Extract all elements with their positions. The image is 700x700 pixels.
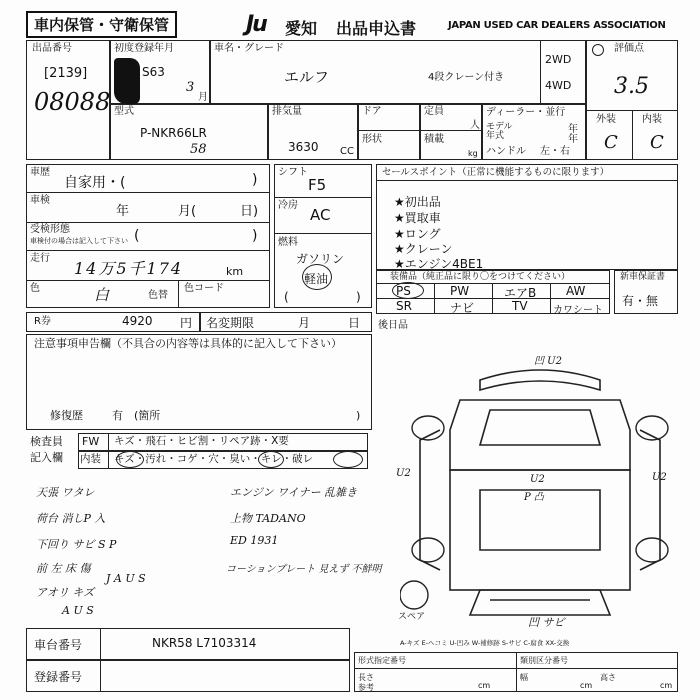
remark: A U S [62,604,94,617]
front-bumper [480,370,600,390]
color-code-label: 色コード [184,283,224,294]
usage-label: 車歴 [30,167,50,178]
diagram-note-center2: P 凸 [524,492,544,503]
length-unit: cm [478,681,491,690]
inspector-label: 検査員 [30,435,63,448]
notes-label: 注意事項申告欄（不具合の内容等は具体的に記入して下さい） [34,337,342,350]
shape-label: 形状 [362,134,382,145]
fuel-value: ガソリン [296,252,345,266]
form-title: 出品申込書 [336,19,417,38]
warranty-label: 新車保証書 [620,272,666,282]
name-change-month: 月 [298,316,311,330]
circle-icon [592,44,604,56]
mark-circle [333,451,363,468]
equip-pw: PW [450,284,470,298]
fuel-close: ) [356,290,361,304]
equip-tv: TV [512,299,528,313]
color-label: 色 [30,283,40,294]
repair-close: ) [356,409,361,422]
handle-options: 左・右 [540,146,570,157]
diagram-note-center: U2 [530,474,545,485]
usage-value: 自家用・( [64,175,126,191]
type-note: 58 [190,142,207,157]
inspection-day: 日) [240,204,259,219]
equip-ps-circle [392,282,424,299]
registration-month: 3 [186,80,195,95]
class-number-label: 類別区分番号 [520,656,568,665]
load-unit: kg [468,149,478,158]
repair-value: 有 (箇所 [112,409,161,422]
recycle-value: 4920 [122,314,153,328]
remark: 下回り サビ S P [36,538,117,551]
storage-label: 車内保管・守衛保管 [26,11,177,38]
selling-points-label: セールスポイント（正常に機能するものに限ります） [382,167,610,178]
inspection-month: 月( [178,204,197,219]
equip-airbag: エアB [504,286,537,300]
interior-tag: 内装 [80,453,101,465]
interior-label: 内装 [642,114,662,125]
windshield [480,410,600,445]
type-label: 型式 [114,106,134,117]
repair-label: 修復歴 [50,409,83,422]
remark: 天張 ワタレ [36,486,95,499]
black-smudge [114,58,140,104]
color-tone-label: 色替 [148,290,168,301]
remark: 上物 TADANO [230,512,306,525]
mark-circle [116,451,144,468]
remark: 荷台 消しP 入 [36,512,106,525]
diagram-note-top: 凹 U2 [534,356,562,367]
width-unit: cm [580,681,593,690]
mark-circle [258,451,284,468]
handle-label: ハンドル [486,146,526,157]
displacement-unit: CC [340,146,354,157]
exterior-grade: C [604,132,618,153]
capacity-label: 定員 [424,106,444,117]
remark: ED 1931 [230,534,279,547]
model-name: エルフ [284,68,330,86]
capacity-unit: 人 [470,120,480,131]
score-label: 評価点 [614,43,644,54]
equip-leather: カワシート [553,305,603,316]
inspection-year: 年 [116,204,130,219]
mileage-value: 14万5千174 [74,259,184,278]
selling-point: ★ロング [394,227,441,241]
fuel-label: 燃料 [278,237,298,248]
dealer-model-unit: 年 [568,124,578,135]
color-value: 白 [94,286,110,304]
name-change-label: 名変期限 [206,316,255,330]
remark: コーションプレート 見えず 不鮮明 [226,564,382,575]
receipt-sub: 車検付の場合は記入して下さい [30,237,128,245]
wheel-rear-left [412,538,444,562]
spare-wheel [400,581,428,609]
dealer-year-unit: 年 [568,134,578,145]
interior-items: キズ・汚れ・コゲ・穴・臭い・キレ・破レ [114,453,314,465]
right-side [640,430,660,570]
lot-number: 08088 [34,88,111,116]
inspection-label: 車検 [30,195,50,206]
selling-point: ★クレーン [394,242,453,256]
chassis-label: 車台番号 [34,638,83,652]
exterior-label: 外装 [596,114,616,125]
association-name: JAPAN USED CAR DEALERS ASSOCIATION [448,20,666,31]
remark: アオリ キズ [36,586,95,599]
import-label: ディーラー・並行 [486,107,566,118]
plate-label: 登録番号 [34,670,83,684]
note-label: 参考 [358,683,374,692]
dealer-model-label: モデル [486,122,513,132]
receipt-label: 受検形態 [30,224,70,235]
type-value: P-NKR66LR [140,126,207,140]
fuel-alt-circle [302,264,332,290]
diagram-note-right: U2 [652,472,667,483]
drive-2wd: 2WD [545,53,572,66]
shift-label: シフト [278,167,308,178]
recycle-box [26,312,200,332]
registration-label: 初度登録年月 [114,43,174,54]
rear-panel [470,590,610,615]
mileage-unit: km [226,265,244,278]
equip-aw: AW [566,284,586,298]
interior-grade: C [650,132,664,153]
month-unit: 月 [198,92,208,103]
fuel-open: ( [284,290,289,304]
load-label: 積載 [424,134,444,145]
width-label: 幅 [520,673,528,682]
height-label: 高さ [600,673,616,682]
score-value: 3.5 [614,74,649,99]
height-unit: cm [660,681,673,690]
remark: J A U S [106,572,146,585]
name-change-day: 日 [348,316,361,330]
remark: エンジン ワイナー 乱雑き [230,486,358,499]
aircon-value: AC [310,206,331,224]
aircon-label: 冷房 [278,200,298,211]
drive-4wd: 4WD [545,79,572,92]
selling-point: ★エンジン4BE1 [394,257,484,271]
warranty-options: 有・無 [622,294,659,308]
mileage-label: 走行 [30,253,50,264]
lot-code: [2139] [44,66,88,81]
recycle-unit: 円 [180,316,193,330]
dealer-year-label: 年式 [486,131,505,141]
diagram-note-rear: 凹 サビ [528,616,565,629]
chassis-value: NKR58 L7103314 [152,636,257,650]
model-label: 車名・グレード [214,43,284,54]
after-label: 後日品 [378,320,408,331]
wheel-rear-right [636,538,668,562]
equipment-label: 装備品（純正品に限り〇をつけてください） [390,272,571,282]
fw-items: キズ・飛石・ヒビ割・リペア跡・X要 [114,435,289,447]
damage-legend: A-キズ E-ヘコミ U-凹み W-補修跡 S-サビ C-腐食 XX-交換 [400,639,570,647]
selling-point: ★初出品 [394,195,441,209]
fw-tag: FW [82,435,100,448]
left-side [420,430,440,570]
selling-point: ★買取車 [394,211,441,225]
doors-label: ドア [362,106,382,117]
receipt-open: ( [134,228,140,244]
model-grade: 4段クレーン付き [428,72,505,83]
remark: 前 左 床 傷 [36,562,91,575]
ju-logo: Ju [246,12,266,37]
equip-navi: ナビ [450,301,475,315]
diagram-note-left: U2 [396,468,411,479]
inspector-label: 記入欄 [30,451,63,464]
displacement-label: 排気量 [272,106,302,117]
recycle-label: R券 [34,316,51,327]
equip-ps: PS [396,284,411,298]
receipt-close: ) [252,228,258,244]
shape-number-label: 形式指定番号 [358,656,406,665]
fuel-alt: 軽油 [304,272,329,286]
shift-value: F5 [308,176,327,194]
spare-label: スペア [398,612,426,622]
length-label: 長さ [358,673,374,682]
equip-sr: SR [396,299,412,313]
displacement-value: 3630 [288,140,319,154]
brand-name: 愛知 [285,19,318,38]
registration-era: S63 [142,65,165,79]
usage-close: ) [252,172,258,188]
lot-label: 出品番号 [32,43,72,54]
